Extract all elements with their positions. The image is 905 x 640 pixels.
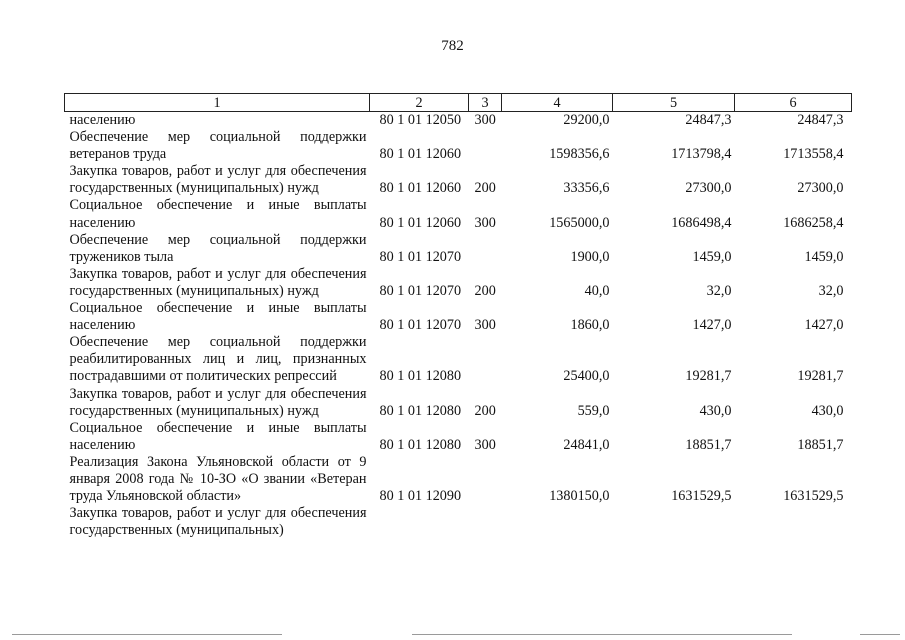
row-name: Закупка товаров, работ и услуг для обеспечения государственных (муниципальных) нужд <box>69 265 367 299</box>
row-name: Закупка товаров, работ и услуг для обеспечения государственных (муниципальных) <box>69 505 367 539</box>
row-value-col4: 1900,0 <box>570 248 610 265</box>
row-value-col4: 1860,0 <box>570 317 610 334</box>
header-col-2: 2 <box>370 94 469 112</box>
row-expense-type: 300 <box>474 214 496 231</box>
table-row <box>65 129 852 163</box>
row-code: 80 1 01 12050 <box>379 112 462 128</box>
row-value-col4: 559,0 <box>577 402 610 419</box>
row-value-col4: 1565000,0 <box>549 214 610 231</box>
row-value-col4: 29200,0 <box>563 112 610 128</box>
row-value-col6: 24847,3 <box>797 112 844 128</box>
row-code: 80 1 01 12070 <box>379 248 462 265</box>
row-value-col4: 1598356,6 <box>549 146 610 163</box>
row-code: 80 1 01 12070 <box>379 317 462 334</box>
row-value-col5: 19281,7 <box>685 368 732 385</box>
row-expense-type <box>469 232 502 266</box>
row-value-col5 <box>613 505 735 539</box>
row-value-col6: 18851,7 <box>797 436 844 453</box>
row-value-col6 <box>735 505 852 539</box>
row-expense-type: 300 <box>474 317 496 334</box>
row-code: 80 1 01 12080 <box>379 402 462 419</box>
row-value-col5: 1713798,4 <box>671 146 732 163</box>
table-row <box>65 300 852 334</box>
header-col-5: 5 <box>613 94 735 112</box>
row-name: Социальное обеспечение и иные выплаты населению <box>69 300 367 334</box>
budget-table <box>64 93 852 539</box>
table-row <box>65 112 852 130</box>
row-value-col5: 1686498,4 <box>671 214 732 231</box>
row-name: Обеспечение мер социальной поддержки тружеников тыла <box>69 231 367 265</box>
row-expense-type <box>469 454 502 505</box>
row-value-col4: 24841,0 <box>563 436 610 453</box>
row-value-col5: 18851,7 <box>685 436 732 453</box>
row-name: Закупка товаров, работ и услуг для обеспечения государственных (муниципальных) нужд <box>69 163 367 197</box>
row-code: 80 1 01 12090 <box>379 488 462 505</box>
row-value-col4: 1380150,0 <box>549 488 610 505</box>
row-name: населению <box>69 112 136 128</box>
row-value-col5: 27300,0 <box>685 180 732 197</box>
row-value-col6: 1427,0 <box>804 317 844 334</box>
row-value-col5: 1631529,5 <box>671 488 732 505</box>
row-name: Социальное обеспечение и иные выплаты населению <box>69 197 367 231</box>
row-value-col4: 40,0 <box>584 282 610 299</box>
table-row <box>65 334 852 385</box>
header-col-6: 6 <box>735 94 852 112</box>
header-col-4: 4 <box>502 94 613 112</box>
row-value-col6: 27300,0 <box>797 180 844 197</box>
row-code: 80 1 01 12070 <box>379 282 462 299</box>
table-row <box>65 420 852 454</box>
row-code: 80 1 01 12080 <box>379 368 462 385</box>
row-value-col6: 19281,7 <box>797 368 844 385</box>
row-value-col5: 32,0 <box>706 282 732 299</box>
scan-artifact-line <box>12 634 282 635</box>
row-code: 80 1 01 12060 <box>379 180 462 197</box>
table-row <box>65 197 852 231</box>
row-expense-type: 200 <box>474 180 496 197</box>
table-row <box>65 163 852 197</box>
table-row <box>65 505 852 539</box>
row-value-col5: 1427,0 <box>692 317 732 334</box>
row-value-col6: 430,0 <box>811 402 844 419</box>
row-name: Реализация Закона Ульяновской области от 9 января 2008 года № 10-ЗО «О звании «Ветеран труда Ульяновской области» <box>69 453 367 505</box>
row-name: Социальное обеспечение и иные выплаты населению <box>69 419 367 453</box>
row-code: 80 1 01 12060 <box>379 214 462 231</box>
row-value-col4: 25400,0 <box>563 368 610 385</box>
row-value-col6: 1713558,4 <box>783 146 844 163</box>
row-name: Закупка товаров, работ и услуг для обеспечения государственных (муниципальных) нужд <box>69 385 367 419</box>
row-code: 80 1 01 12060 <box>379 146 462 163</box>
row-name: Обеспечение мер социальной поддержки ветеранов труда <box>69 129 367 163</box>
row-value-col5: 24847,3 <box>685 112 732 128</box>
row-expense-type: 200 <box>474 402 496 419</box>
row-value-col6: 1631529,5 <box>783 488 844 505</box>
table-header <box>65 94 852 112</box>
scan-artifact-line <box>412 634 792 635</box>
row-value-col4: 33356,6 <box>563 180 610 197</box>
row-expense-type: 300 <box>474 436 496 453</box>
page-number: 782 <box>441 38 464 54</box>
header-col-1: 1 <box>65 94 370 112</box>
table-row <box>65 266 852 300</box>
row-value-col6: 32,0 <box>818 282 844 299</box>
row-expense-type <box>469 129 502 163</box>
row-expense-type <box>469 505 502 539</box>
row-value-col5: 1459,0 <box>692 248 732 265</box>
table-body <box>65 112 852 540</box>
row-expense-type: 200 <box>474 282 496 299</box>
row-value-col5: 430,0 <box>699 402 732 419</box>
row-expense-type: 300 <box>474 112 496 128</box>
row-expense-type <box>469 334 502 385</box>
scan-artifact-line <box>860 634 900 635</box>
header-col-3: 3 <box>469 94 502 112</box>
row-code <box>370 505 469 539</box>
row-name: Обеспечение мер социальной поддержки реабилитированных лиц и лиц, признанных пострадавшими от политических репрессий <box>69 334 367 385</box>
table-row <box>65 454 852 505</box>
row-value-col6: 1686258,4 <box>783 214 844 231</box>
table-row <box>65 386 852 420</box>
row-code: 80 1 01 12080 <box>379 436 462 453</box>
row-value-col4 <box>502 505 613 539</box>
table-row <box>65 232 852 266</box>
row-value-col6: 1459,0 <box>804 248 844 265</box>
